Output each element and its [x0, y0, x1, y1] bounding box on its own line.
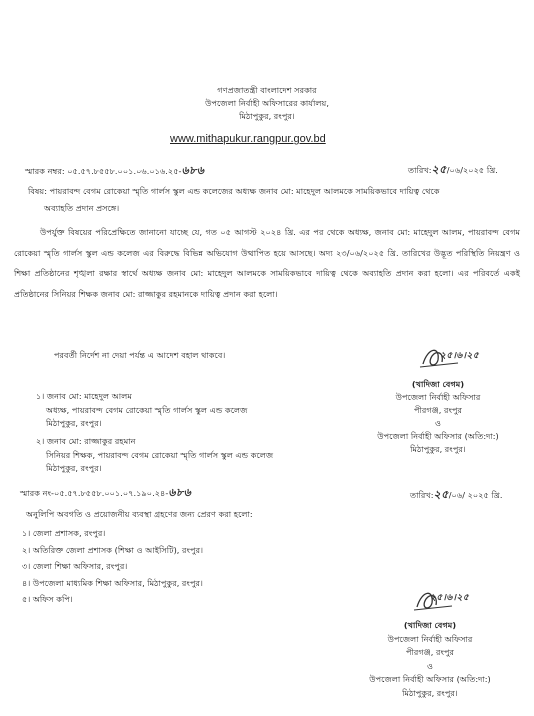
signature-date-handwritten: ২৫।৬।২৫: [440, 351, 480, 361]
copy-memo-number: [20, 486, 191, 501]
copy-signatory-additional-place: মিঠাপুকুর, রংপুর।: [402, 687, 458, 698]
copy-list: [22, 525, 203, 608]
memo-date-label: তারিখ:: [408, 165, 432, 175]
signatory-additional-place: মিঠাপুকুর, রংপুর।: [410, 444, 466, 454]
copy-memo-date-label: তারিখ:: [410, 490, 434, 500]
recipient-2: [36, 435, 273, 476]
recipient-1-address: মিঠাপুকুর, রংপুর।: [46, 418, 102, 428]
signatory-name: (খাদিজা বেগম): [411, 379, 465, 389]
copy-memo-date-handwritten: ২৫: [433, 488, 449, 501]
recipient-2-address: মিঠাপুকুর, রংপুর।: [46, 463, 102, 473]
copy-signatory-additional-title: উপজেলা নির্বাহী অফিসার (অতি:দা:): [369, 674, 491, 684]
copy-intro: অনুলিপি অবগতি ও প্রয়োজনীয় ব্যবস্থা গ্রহণের জন্য প্রেরণ করা হলো:: [26, 509, 253, 519]
copy-memo-date: [410, 488, 503, 503]
office-website-link[interactable]: www.mithapukur.rangpur.gov.bd: [170, 133, 326, 145]
copy-signatory-place: পীরগঞ্জ, রংপুর: [405, 647, 455, 657]
copy-signatory-and: ও: [426, 660, 434, 671]
signature-block: [368, 378, 508, 456]
subject: [28, 183, 440, 217]
signatory-and: ও: [434, 418, 442, 428]
copy-list-item: ২। অতিরিক্ত জেলা প্রশাসক (শিক্ষা ও আইসিটি), রংপুর।: [22, 544, 204, 555]
letterhead-line-government: গণপ্রজাতন্ত্রী বাংলাদেশ সরকার: [217, 85, 317, 95]
copy-signatory-name: (খাদিজা বেগম): [403, 620, 457, 630]
memo-date-rest: /০৬/২০২৫ খ্রি.: [446, 165, 498, 175]
signatory-place: পীরগঞ্জ, রংপুর: [413, 405, 463, 415]
subject-line-2: অব্যাহতি প্রদান প্রসঙ্গে।: [44, 203, 120, 213]
recipient-2-name: ২। জনাব মো: রাজ্জাকুর রহমান: [36, 436, 136, 446]
letterhead-line-office: উপজেলা নির্বাহী অফিসারের কার্যালয়,: [205, 98, 329, 109]
recipient-1-designation: অধ্যক্ষ, পায়রাবন্দ বেগম রোকেয়া স্মৃতি গার্লস স্কুল এন্ড কলেজ: [46, 404, 248, 415]
recipient-1-name: ১। জনাব মো: মাহেদুল আলম: [36, 391, 132, 401]
letter-body: উপর্যুক্ত বিষয়ের পরিপ্রেক্ষিতে জানানো যাচ্ছে যে, গত ০৫ আগস্ট ২০২৪ খ্রি. এর পর থেকে অধ্যক্ষ, জনাব মো: মাহেদুল আলম, পায়রাবন্দ বেগম রোকেয়া স্মৃতি গার্লস স্কুল এন্ড কলেজ এর বিরুদ্ধে বিভিন্ন অভিযোগ উত্থাপিত হয়ে আসছে। অদ্য ২৩/০৬/২০২৫ খ্রি. তারিখের উদ্ভূত পরিস্থিতি নিয়ন্ত্রণ ও শিক্ষা প্রতিষ্ঠানের শৃঙ্খলা রক্ষার স্বার্থে অধ্যক্ষ জনাব মো: মাহেদুল আলমকে সাময়িকভাবে দায়িত্ব থেকে অব্যাহতি প্রদান করা হলো। এর পরিবর্তে একই প্রতিষ্ঠানের সিনিয়র শিক্ষক জনাব মো: রাজ্জাকুর রহমানকে দায়িত্ব প্রদান করা হলো।: [14, 227, 520, 299]
recipient-1: [36, 390, 247, 431]
recipient-2-designation: সিনিয়র শিক্ষক, পায়রাবন্দ বেগম রোকেয়া স্মৃতি গার্লস স্কুল এন্ড কলেজ: [46, 449, 274, 460]
copy-signatory-title: উপজেলা নির্বাহী অফিসার: [387, 633, 473, 644]
memo-date: [408, 163, 498, 178]
order-validity-note: পরবর্তী নির্দেশ না দেয়া পর্যন্ত এ আদেশ বহাল থাকবে।: [54, 350, 226, 360]
copy-memo-date-rest: /০৬/ ২০২৫ খ্রি.: [448, 490, 503, 500]
copy-memo-number-text: স্মারক নং-০৫.৫৭.৮৫৫৮.০০১.০৭.১৯০.২৪-: [20, 488, 169, 498]
memo-number-handwritten: ৬৮৬: [181, 164, 205, 177]
copy-list-item: ৩। জেলা শিক্ষা অফিসার, রংপুর।: [22, 561, 128, 571]
memo-number-text: স্মারক নম্বর: ০৫.৫৭.৮৫৫৮.০০১.০৬.০১৬.২৫-: [25, 166, 182, 176]
copy-signature-block: [350, 619, 510, 700]
copy-list-item: ৪। উপজেলা মাধ্যমিক শিক্ষা অফিসার, মিঠাপুকুর, রংপুর।: [22, 577, 203, 588]
signatory-additional-title: উপজেলা নির্বাহী অফিসার (অতি:দা:): [377, 431, 499, 441]
letterhead: [167, 85, 367, 122]
copy-signature-date-handwritten: ২৫।৬।২৫: [430, 593, 470, 603]
subject-line-1: বিষয়: পায়রাবন্দ বেগম রোকেয়া স্মৃতি গার্লস স্কুল এন্ড কলেজের অধ্যক্ষ জনাব মো: মাহেদুল আলমকে সাময়িকভাবে দায়িত্ব থেকে: [28, 186, 440, 196]
memo-date-handwritten: ২৫: [431, 163, 447, 176]
signatory-title: উপজেলা নির্বাহী অফিসার: [395, 392, 481, 402]
letterhead-line-location: মিঠাপুকুর, রংপুর।: [239, 111, 295, 122]
copy-list-item: ১। জেলা প্রশাসক, রংপুর।: [22, 528, 106, 538]
copy-memo-number-handwritten: ৬৮৬: [168, 486, 192, 499]
memo-number: [25, 164, 204, 179]
copy-list-item: ৫। অফিস কপি।: [22, 594, 73, 604]
